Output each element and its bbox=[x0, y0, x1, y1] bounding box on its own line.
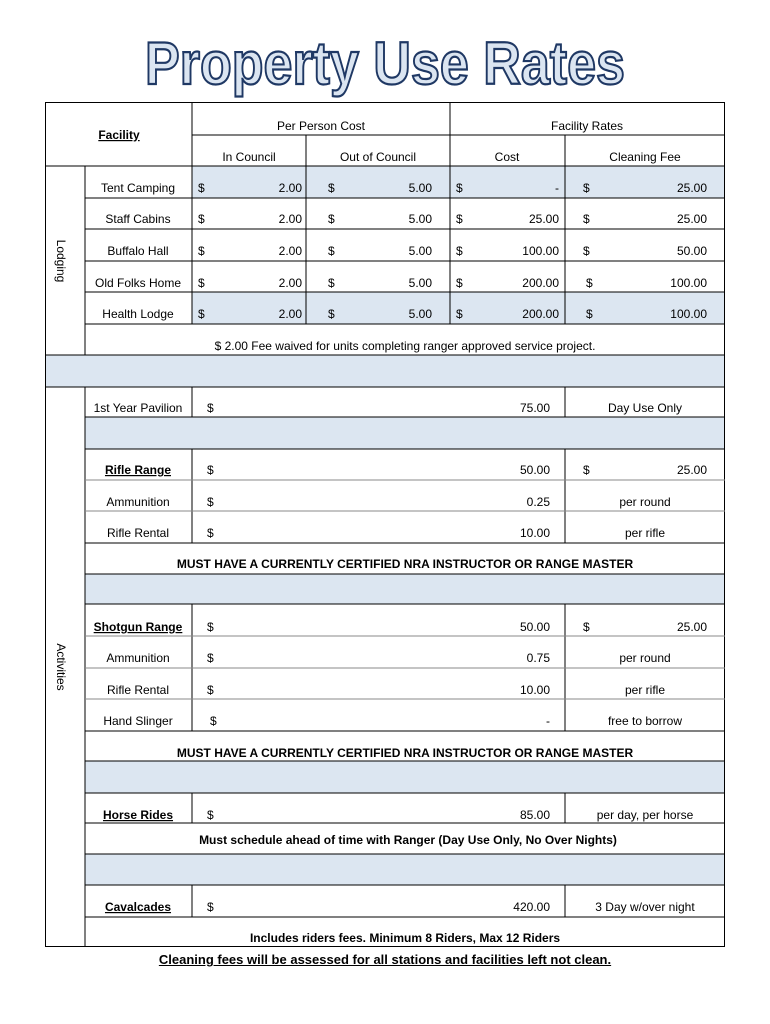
page-title-text: Property Use Rates bbox=[145, 30, 625, 97]
currency-symbol: $ bbox=[456, 307, 463, 321]
activity-cost: 0.25 bbox=[526, 495, 550, 509]
currency-symbol: $ bbox=[207, 401, 214, 415]
activity-cost: 85.00 bbox=[519, 808, 550, 822]
lodging-in-council: 2.00 bbox=[278, 307, 302, 321]
rates-table bbox=[45, 102, 725, 947]
lodging-out-council: 5.00 bbox=[408, 181, 432, 195]
currency-symbol: $ bbox=[328, 181, 335, 195]
currency-symbol: $ bbox=[583, 181, 590, 195]
lodging-in-council: 2.00 bbox=[278, 181, 302, 195]
header-in-council: In Council bbox=[222, 150, 276, 164]
currency-symbol: $ bbox=[210, 714, 217, 728]
activity-cost: 0.75 bbox=[526, 651, 550, 665]
lodging-out-council: 5.00 bbox=[408, 212, 432, 226]
lodging-cost: 200.00 bbox=[522, 307, 559, 321]
currency-symbol: $ bbox=[456, 181, 463, 195]
header-facility: Facility bbox=[98, 128, 140, 142]
activity-cost: 10.00 bbox=[519, 683, 550, 697]
lodging-cleaning: 100.00 bbox=[670, 276, 707, 290]
activity-cost: 50.00 bbox=[519, 620, 550, 634]
activity-note: 3 Day w/over night bbox=[595, 900, 695, 914]
lodging-out-council: 5.00 bbox=[408, 276, 432, 290]
header-facility-rates: Facility Rates bbox=[550, 119, 624, 133]
currency-symbol: $ bbox=[207, 620, 214, 634]
activity-note: per rifle bbox=[624, 526, 666, 540]
activity-cost: 75.00 bbox=[519, 401, 550, 415]
header-cost: Cost bbox=[494, 150, 520, 164]
activity-cost: 50.00 bbox=[519, 463, 550, 477]
activity-name: Ammunition bbox=[106, 651, 170, 665]
lodging-cost: 25.00 bbox=[528, 212, 559, 226]
nra-requirement-note: MUST HAVE A CURRENTLY CERTIFIED NRA INSTRUCTOR OR RANGE MASTER bbox=[176, 746, 634, 760]
lodging-name: Buffalo Hall bbox=[107, 244, 169, 258]
cleaning-fee-notice: Cleaning fees will be assessed for all stations and facilities left not clean. bbox=[158, 952, 612, 967]
lodging-cost: 100.00 bbox=[522, 244, 559, 258]
activity-cost: 420.00 bbox=[513, 900, 550, 914]
activity-note: per day, per horse bbox=[596, 808, 694, 822]
currency-symbol: $ bbox=[586, 276, 593, 290]
currency-symbol: $ bbox=[207, 495, 214, 509]
activity-cleaning: 25.00 bbox=[676, 463, 707, 477]
activity-name: Rifle Rental bbox=[106, 683, 170, 697]
currency-symbol: $ bbox=[198, 212, 205, 226]
nra-requirement-note: MUST HAVE A CURRENTLY CERTIFIED NRA INSTRUCTOR OR RANGE MASTER bbox=[176, 557, 634, 571]
currency-symbol: $ bbox=[207, 463, 214, 477]
activity-cost: 10.00 bbox=[519, 526, 550, 540]
lodging-out-council: 5.00 bbox=[408, 244, 432, 258]
currency-symbol: $ bbox=[207, 651, 214, 665]
activity-cost: - bbox=[546, 714, 550, 728]
page-title bbox=[0, 22, 770, 102]
currency-symbol: $ bbox=[456, 244, 463, 258]
currency-symbol: $ bbox=[583, 212, 590, 226]
lodging-name: Old Folks Home bbox=[94, 276, 182, 290]
lodging-cost: 200.00 bbox=[522, 276, 559, 290]
lodging-name: Staff Cabins bbox=[105, 212, 171, 226]
currency-symbol: $ bbox=[328, 307, 335, 321]
activity-name: Horse Rides bbox=[102, 808, 174, 822]
currency-symbol: $ bbox=[207, 683, 214, 697]
header-cleaning-fee: Cleaning Fee bbox=[609, 150, 681, 164]
lodging-cleaning: 100.00 bbox=[670, 307, 707, 321]
activities-section-label: Activities bbox=[54, 643, 68, 691]
activity-name: Hand Slinger bbox=[103, 714, 173, 728]
activity-name: Rifle Rental bbox=[106, 526, 170, 540]
lodging-name: Tent Camping bbox=[100, 181, 176, 195]
lodging-in-council: 2.00 bbox=[278, 244, 302, 258]
lodging-waiver-note: $ 2.00 Fee waived for units completing ranger approved service project. bbox=[214, 339, 596, 353]
currency-symbol: $ bbox=[207, 900, 214, 914]
activity-note: free to borrow bbox=[607, 714, 683, 728]
activity-cleaning: 25.00 bbox=[676, 620, 707, 634]
header-per-person-cost: Per Person Cost bbox=[276, 119, 366, 133]
horse-schedule-note: Must schedule ahead of time with Ranger (Day Use Only, No Over Nights) bbox=[199, 833, 617, 847]
currency-symbol: $ bbox=[207, 808, 214, 822]
currency-symbol: $ bbox=[456, 212, 463, 226]
currency-symbol: $ bbox=[328, 212, 335, 226]
lodging-rows bbox=[95, 181, 707, 353]
currency-symbol: $ bbox=[198, 307, 205, 321]
lodging-cost: - bbox=[555, 181, 559, 195]
activity-name: Rifle Range bbox=[104, 463, 172, 477]
currency-symbol: $ bbox=[198, 181, 205, 195]
cavalcades-riders-note: Includes riders fees. Minimum 8 Riders, Max 12 Riders bbox=[249, 931, 561, 945]
activity-name: 1st Year Pavilion bbox=[93, 401, 183, 415]
currency-symbol: $ bbox=[456, 276, 463, 290]
currency-symbol: $ bbox=[583, 620, 590, 634]
lodging-section-label: Lodging bbox=[54, 239, 68, 283]
currency-symbol: $ bbox=[583, 244, 590, 258]
activity-name: Ammunition bbox=[106, 495, 170, 509]
lodging-in-council: 2.00 bbox=[278, 276, 302, 290]
activity-note: per rifle bbox=[624, 683, 666, 697]
currency-symbol: $ bbox=[198, 244, 205, 258]
lodging-cleaning: 25.00 bbox=[676, 181, 707, 195]
lodging-cleaning: 25.00 bbox=[676, 212, 707, 226]
lodging-cleaning: 50.00 bbox=[676, 244, 707, 258]
activity-note: per round bbox=[619, 495, 671, 509]
currency-symbol: $ bbox=[328, 276, 335, 290]
header-out-of-council: Out of Council bbox=[339, 150, 417, 164]
activity-note: Day Use Only bbox=[607, 401, 683, 415]
activity-name: Cavalcades bbox=[104, 900, 172, 914]
currency-symbol: $ bbox=[586, 307, 593, 321]
currency-symbol: $ bbox=[328, 244, 335, 258]
currency-symbol: $ bbox=[583, 463, 590, 477]
lodging-name: Health Lodge bbox=[102, 307, 174, 321]
currency-symbol: $ bbox=[207, 526, 214, 540]
activity-note: per round bbox=[619, 651, 671, 665]
currency-symbol: $ bbox=[198, 276, 205, 290]
activity-name: Shotgun Range bbox=[93, 620, 183, 634]
lodging-in-council: 2.00 bbox=[278, 212, 302, 226]
lodging-out-council: 5.00 bbox=[408, 307, 432, 321]
